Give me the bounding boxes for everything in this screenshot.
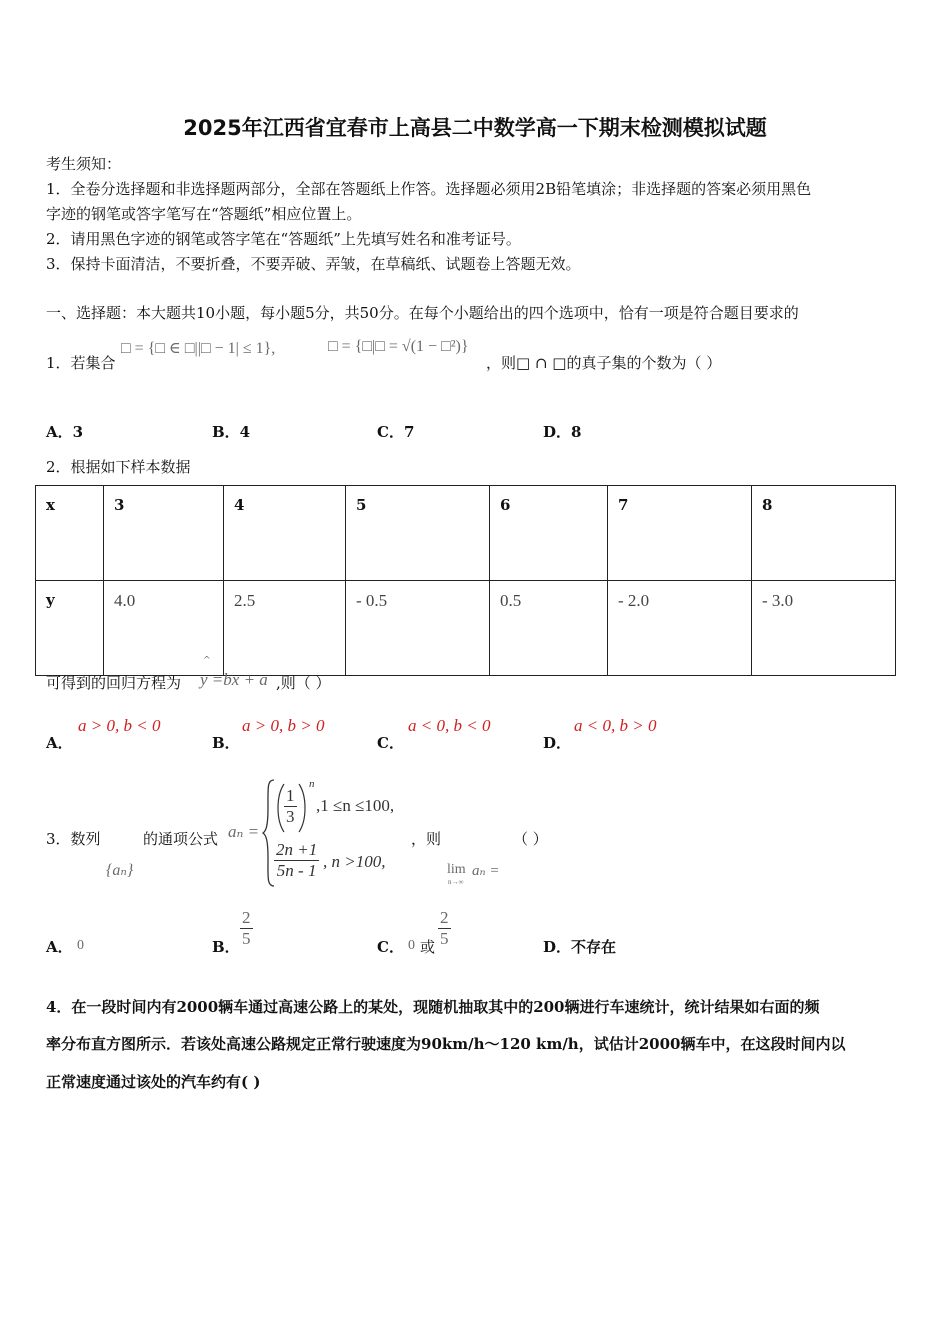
q3-case2-fraction <box>274 840 319 881</box>
table-cell: 3 <box>104 486 224 581</box>
notice-heading: 考生须知： <box>46 155 122 173</box>
q1-set-b: □ = {□|□ = √(1 − □²)} <box>328 338 469 355</box>
q3-case1-right-paren <box>297 782 309 834</box>
q2-prefix: 2．根据如下样本数据 <box>46 458 191 476</box>
q4-line: 正常速度通过该处的汽车约有( ) <box>46 1073 261 1091</box>
table-cell: - 2.0 <box>608 581 752 676</box>
q3-option-d: D．不存在 <box>543 938 617 956</box>
notice-line: 1．全卷分选择题和非选择题两部分，全部在答题纸上作答。选择题必须用2B铅笔填涂；非选择题的答案必须用黑色 <box>46 180 812 198</box>
q1-option-c: C．7 <box>377 423 415 441</box>
q4-line: 率分布直方图所示．若该处高速公路规定正常行驶速度为90km/h～120 km/h，试估计2000辆车中，在这段时间内以 <box>46 1035 846 1053</box>
q3-paren: （ ） <box>513 830 548 848</box>
q3-option-b-numerator: 2 <box>242 908 251 927</box>
q3-option-c-numerator: 2 <box>440 908 449 927</box>
table-cell: x <box>36 486 104 581</box>
q3-limit-body: aₙ = <box>472 863 500 879</box>
q3-limit-sub: n→∞ <box>448 878 464 886</box>
q2-option-b: a > 0, b > 0 <box>242 716 325 735</box>
q1-option-d: D．8 <box>543 423 582 441</box>
q3-sequence: {aₙ} <box>106 862 134 879</box>
q2-option-a-letter: A． <box>46 734 73 752</box>
q2-option-c-letter: C． <box>377 734 404 752</box>
table-cell: 6 <box>490 486 608 581</box>
q2-option-b-letter: B． <box>212 734 240 752</box>
q2-regression-eq: y =bx + a <box>200 670 268 689</box>
q2-option-a: a > 0, b < 0 <box>78 716 161 735</box>
notice-line: 3．保持卡面清洁，不要折叠，不要弄破、弄皱，在草稿纸、试题卷上答题无效。 <box>46 255 581 273</box>
table-cell: 4 <box>224 486 346 581</box>
q4-line: 4．在一段时间内有2000辆车通过高速公路上的某处，现随机抽取其中的200辆进行车速统计，统计结果如右面的频 <box>46 998 820 1016</box>
q3-case1-numerator: 1 <box>286 786 295 805</box>
q3-mid: 的通项公式 <box>143 830 219 848</box>
notice-line: 字迹的钢笔或答字笔写在“答题纸”相应位置上。 <box>46 205 362 223</box>
q2-option-c: a < 0, b < 0 <box>408 716 491 735</box>
section-heading: 一、选择题：本大题共10小题，每小题5分，共50分。在每个小题给出的四个选项中，恰有一项是符合题目要求的 <box>46 304 799 322</box>
table-cell: 4.0 <box>104 581 224 676</box>
table-cell: y <box>36 581 104 676</box>
table-cell: 8 <box>752 486 896 581</box>
q3-option-c-denominator: 5 <box>440 929 449 948</box>
q3-option-b-denominator: 5 <box>242 929 251 948</box>
q3-then: ，则 <box>411 830 442 848</box>
q3-case1-denominator: 3 <box>286 807 295 826</box>
q2-stem-pre: 可得到的回归方程为 <box>46 674 182 692</box>
q3-option-c-letter: C． <box>377 938 404 956</box>
sample-data-table <box>35 485 896 676</box>
q3-option-c-fraction <box>438 908 451 949</box>
q2-stem-post: ,则（ ） <box>276 674 331 692</box>
table-row <box>36 581 896 676</box>
q1-option-a: A．3 <box>46 423 84 441</box>
table-cell: 5 <box>346 486 490 581</box>
q3-option-b-letter: B． <box>212 938 240 956</box>
q3-option-c-or: 或 <box>420 938 436 956</box>
table-cell: 7 <box>608 486 752 581</box>
q1-suffix: ，则□ ∩ □的真子集的个数为（ ） <box>486 354 722 372</box>
page-title: 2025年江西省宜春市上高县二中数学高一下期末检测模拟试题 <box>183 116 767 140</box>
q3-case1-exponent: n <box>309 778 315 790</box>
q3-case1-fraction <box>284 786 297 827</box>
q1-set-a: □ = {□ ∈ □||□ − 1| ≤ 1}, <box>121 340 276 357</box>
table-cell: - 0.5 <box>346 581 490 676</box>
q3-case2-denominator: 5n - 1 <box>276 861 317 880</box>
q3-option-b <box>240 908 253 949</box>
table-cell: 0.5 <box>490 581 608 676</box>
q3-limit: lim <box>447 862 466 877</box>
table-cell: 2.5 <box>224 581 346 676</box>
notice-line: 2．请用黑色字迹的钢笔或答字笔在“答题纸”上先填写姓名和准考证号。 <box>46 230 521 248</box>
q1-prefix: 1．若集合 <box>46 354 116 372</box>
q3-option-a-letter: A． <box>46 938 73 956</box>
table-cell: - 3.0 <box>752 581 896 676</box>
q3-option-c-zero: 0 <box>408 938 415 953</box>
q1-option-b: B．4 <box>212 423 251 441</box>
q3-option-a: 0 <box>77 938 84 953</box>
q2-hat-mark: ^ <box>203 656 211 666</box>
table-row <box>36 486 896 581</box>
q2-option-d-letter: D． <box>543 734 572 752</box>
q2-option-d: a < 0, b > 0 <box>574 716 657 735</box>
q3-case1-condition: ,1 ≤n ≤100, <box>316 796 395 815</box>
q3-prefix: 3．数列 <box>46 830 101 848</box>
q3-case2-numerator: 2n +1 <box>276 840 318 859</box>
q3-an-label: aₙ = <box>228 822 260 841</box>
q3-case2-condition: , n >100, <box>323 852 386 871</box>
